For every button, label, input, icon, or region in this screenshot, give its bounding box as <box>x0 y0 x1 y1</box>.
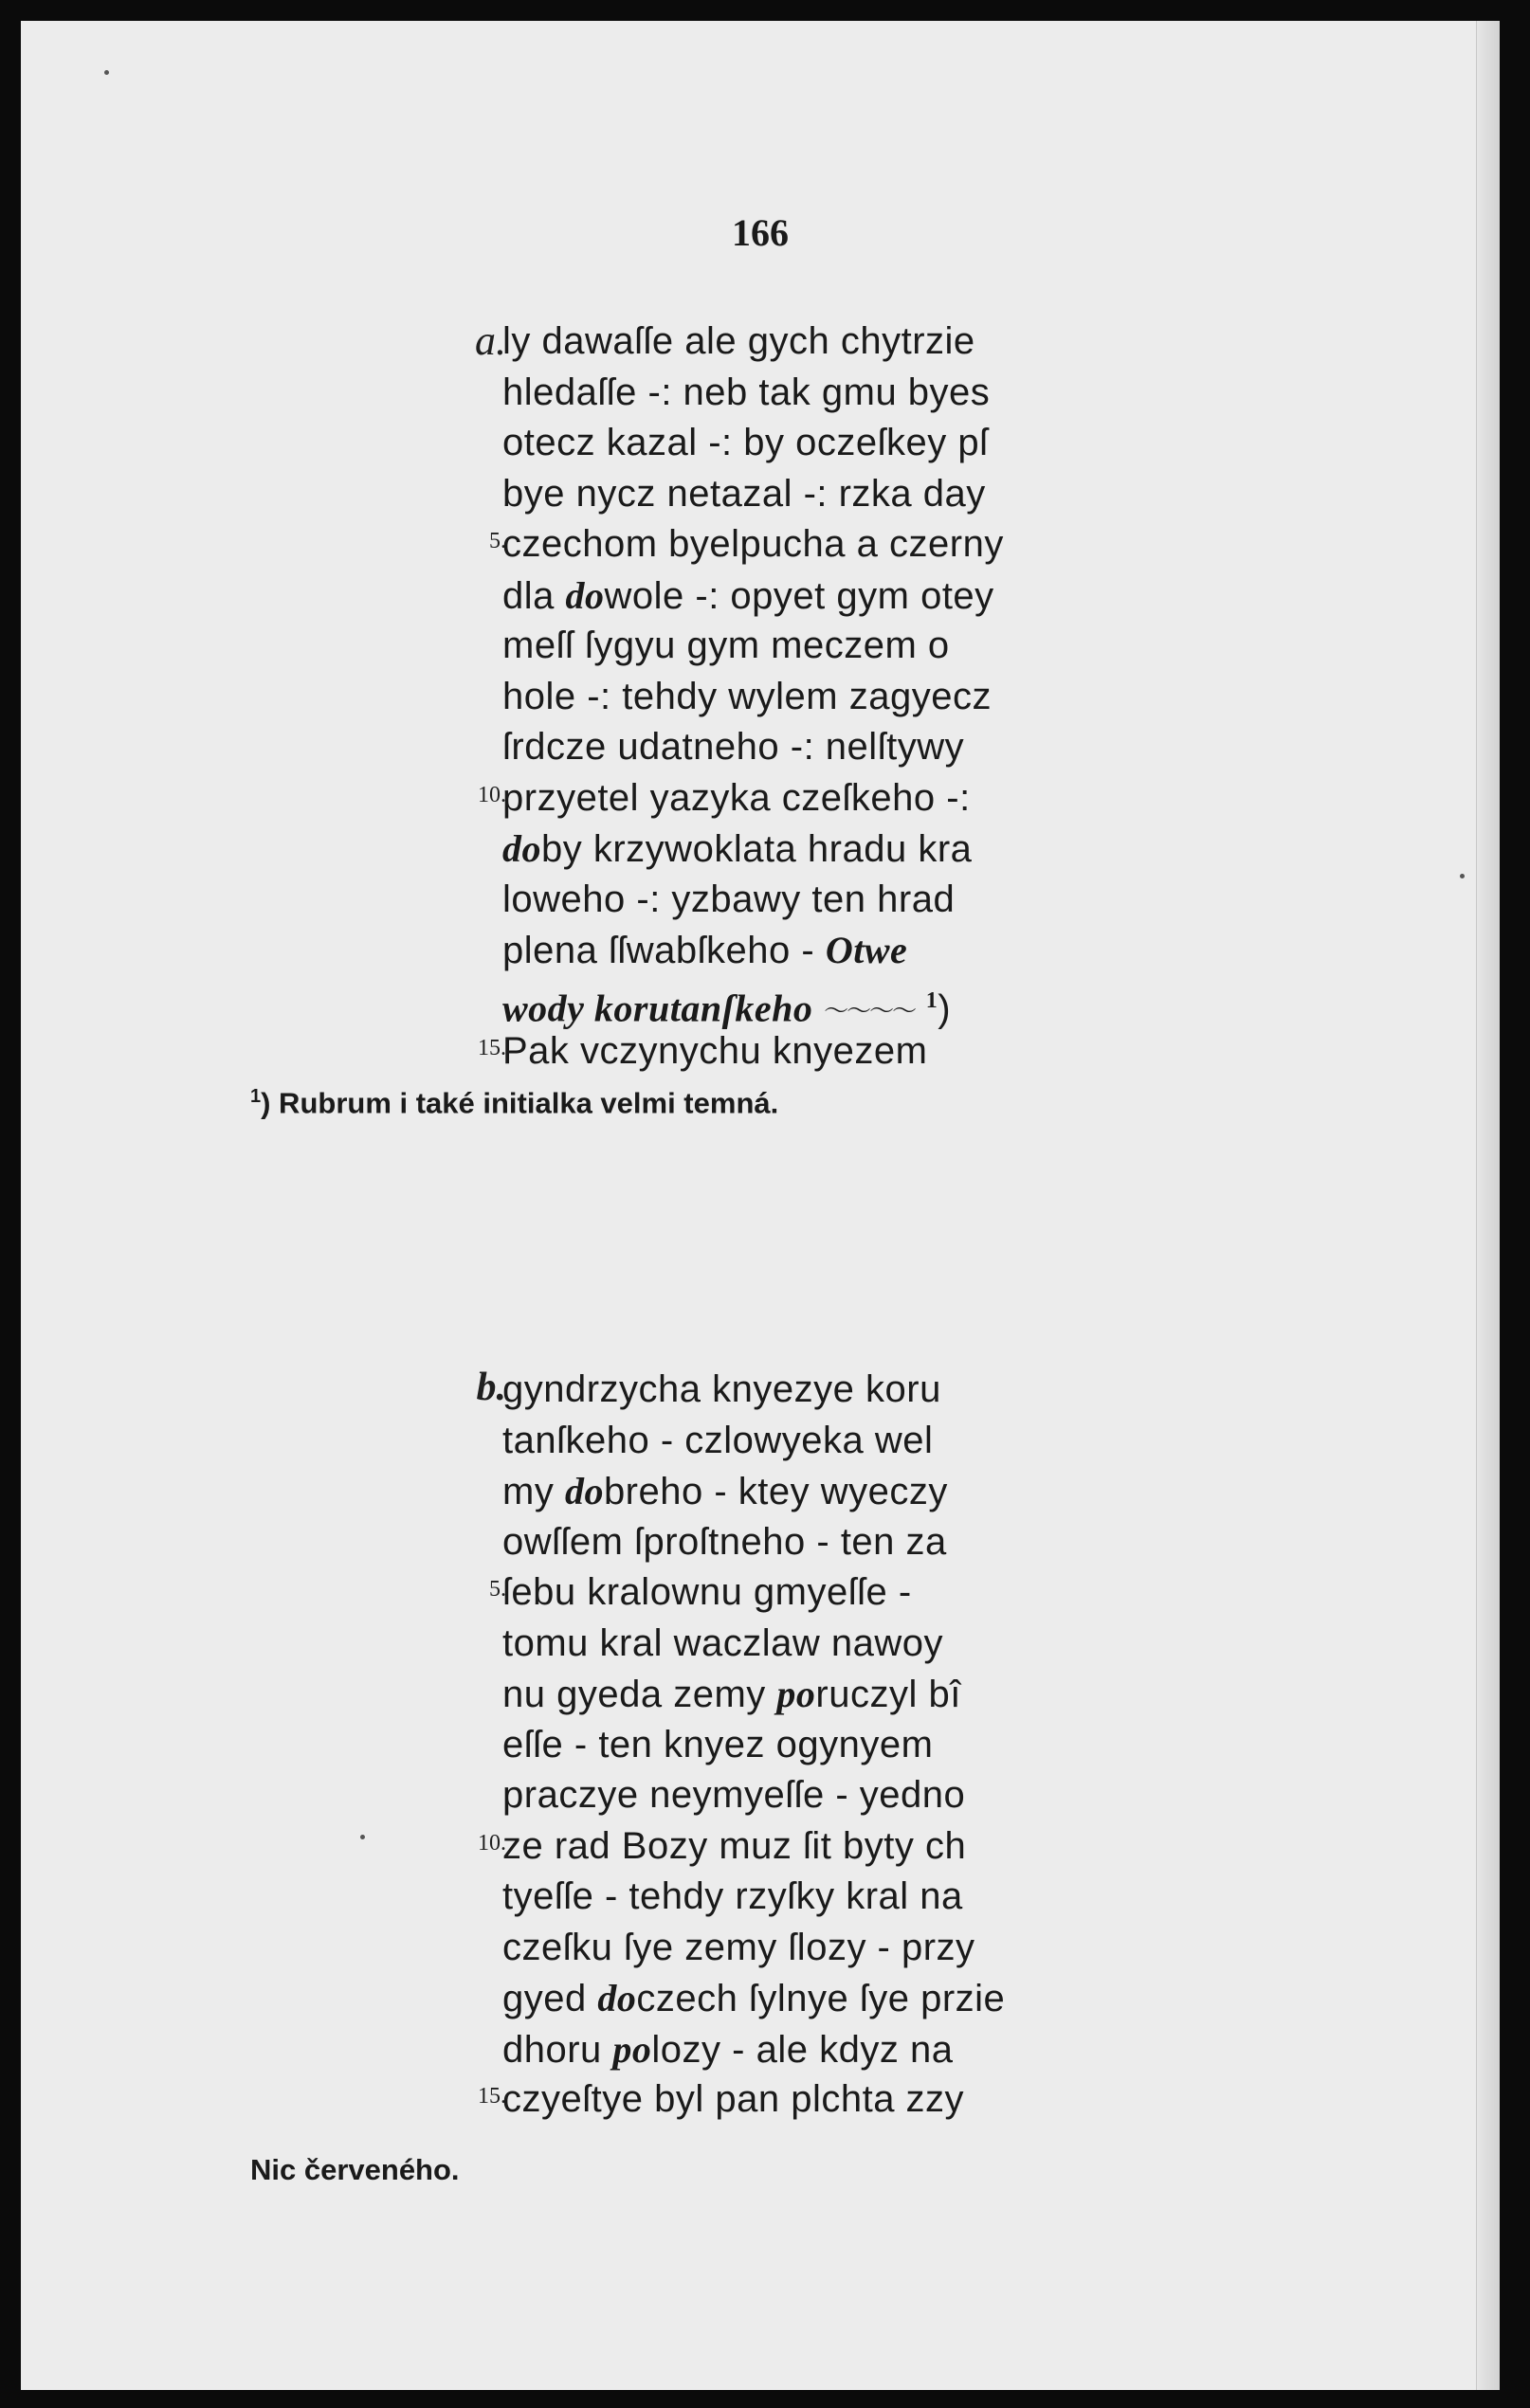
text-segment: breho - ktey wyeczy <box>603 1471 948 1512</box>
line-number: 15. <box>478 2084 506 2109</box>
verse-line <box>21 418 1500 468</box>
verse-text: ſebu kralownu gmyeſſe - <box>502 1571 912 1613</box>
verse-text: czechom byelpucha a czerny <box>502 523 1004 565</box>
verse-line <box>21 875 1500 925</box>
verse-text <box>502 570 994 622</box>
italic-segment: do <box>502 827 541 870</box>
verse-line <box>21 1973 1500 2023</box>
text-segment: by krzywoklata hradu kra <box>541 828 973 870</box>
verse-text <box>502 1973 1005 2024</box>
verse-text: ze rad Bozy muz ſit byty ch <box>502 1824 967 1867</box>
text-segment: gyed <box>502 1978 598 2019</box>
section-marker: b. <box>476 1366 506 1409</box>
verse-text: ly dawaſſe ale gych chytrzie <box>502 320 975 362</box>
verse-text: gyndrzycha knyezye koru <box>502 1368 941 1410</box>
book-page <box>21 21 1500 2390</box>
verse-text <box>502 1466 948 1517</box>
verse-line <box>21 1669 1500 1719</box>
verse-line <box>21 1416 1500 1466</box>
verse-text: meſſ ſygyu gym meczem o <box>502 625 950 666</box>
verse-text: praczye neymyeſſe - yedno <box>502 1774 966 1816</box>
verse-line <box>21 824 1500 874</box>
verse-text: hledaſſe -: neb tak gmu byes <box>502 371 991 413</box>
footnote <box>250 1086 778 1120</box>
line-number: 10. <box>478 782 506 807</box>
text-segment: ruczyl bî <box>815 1674 961 1715</box>
rubric-text: wody korutanſkeho <box>502 986 813 1029</box>
verse-text: przyetel yazyka czeſkeho -: <box>502 776 971 819</box>
text-segment: nu gyeda zemy <box>502 1674 777 1715</box>
section-b-note: Nic červeného. <box>250 2153 460 2186</box>
verse-line <box>21 469 1500 519</box>
paper-speck <box>360 1835 365 1839</box>
verse-text <box>502 925 907 976</box>
verse-text: tomu kral waczlaw nawoy <box>502 1621 943 1664</box>
verse-line <box>21 1720 1500 1770</box>
text-segment: my <box>502 1471 565 1512</box>
section-marker: a. <box>475 317 506 364</box>
verse-line <box>21 1923 1500 1973</box>
verse-text: loweho -: yzbawy ten hrad <box>502 878 956 920</box>
text-segment: wole -: opyet gym otey <box>604 574 994 617</box>
italic-segment: Otwe <box>825 929 908 971</box>
italic-segment: po <box>612 2027 652 2071</box>
verse-line <box>21 519 1500 570</box>
verse-line <box>21 1619 1500 1669</box>
verse-text: czyeſtye byl pan plchta zzy <box>502 2078 965 2120</box>
italic-segment: do <box>597 1977 637 2019</box>
text-segment: czech ſylnye ſye przie <box>636 1978 1006 2019</box>
footnote-mark: 1 <box>250 1086 262 1107</box>
page-number: 166 <box>732 211 789 254</box>
verse-text: hole -: tehdy wylem zagyecz <box>502 675 992 717</box>
text-segment: dhoru <box>502 2028 613 2071</box>
verse-text: ſrdcze udatneho -: nelſtywy <box>502 726 965 768</box>
verse-line <box>21 2074 1500 2125</box>
verse-text: bye nycz netazal -: rzka day <box>502 472 986 515</box>
line-number: 5. <box>489 529 506 553</box>
verse-text <box>502 824 972 875</box>
verse-text: czeſku ſye zemy ſlozy - przy <box>502 1926 975 1968</box>
footnote-text: ) Rubrum i také initialka velmi temná. <box>261 1086 779 1120</box>
verse-text: tyeſſe - tehdy rzyſky kral na <box>502 1875 963 1917</box>
text-segment: lozy - ale kdyz na <box>651 2028 954 2071</box>
verse-text: owſſem ſproſtneho - ten za <box>502 1520 947 1563</box>
verse-line <box>21 773 1500 824</box>
verse-line <box>21 621 1500 671</box>
italic-segment: po <box>776 1673 816 1715</box>
footnote-ref-paren: ) <box>938 987 952 1029</box>
verse-line <box>21 2024 1500 2074</box>
verse-text <box>502 2024 953 2075</box>
verse-text: otecz kazal -: by oczeſkey pſ <box>502 422 989 463</box>
verse-line <box>21 1821 1500 1872</box>
verse-text <box>502 1669 961 1720</box>
line-number: 15. <box>478 1036 506 1060</box>
tilde-mark: 〜〜〜〜 <box>824 996 916 1024</box>
verse-line <box>21 1567 1500 1618</box>
verse-line <box>21 368 1500 418</box>
line-number: 5. <box>489 1577 506 1602</box>
text-segment: dla <box>502 574 566 617</box>
paper-speck <box>1460 874 1465 878</box>
line-number: 10. <box>478 1830 506 1856</box>
verse-line <box>21 1466 1500 1516</box>
footnote-ref: 1 <box>925 987 938 1013</box>
text-segment: plena ſſwabſkeho - <box>502 930 826 971</box>
verse-line <box>21 317 1500 367</box>
verse-line <box>21 1872 1500 1922</box>
paper-speck <box>104 70 109 75</box>
verse-line <box>21 976 1500 1029</box>
verse-line <box>21 1365 1500 1415</box>
verse-line <box>21 672 1500 722</box>
verse-line <box>21 1517 1500 1567</box>
italic-segment: do <box>565 573 605 617</box>
verse-line <box>21 570 1500 621</box>
italic-segment: do <box>564 1470 604 1512</box>
verse-line <box>21 722 1500 772</box>
verse-line <box>21 1026 1500 1077</box>
verse-text: tanſkeho - czlowyeka wel <box>502 1419 934 1461</box>
verse-text: eſſe - ten knyez ogynyem <box>502 1723 934 1765</box>
verse-line <box>21 1770 1500 1820</box>
verse-text: Pak vczynychu knyezem <box>502 1030 928 1072</box>
verse-line <box>21 925 1500 975</box>
